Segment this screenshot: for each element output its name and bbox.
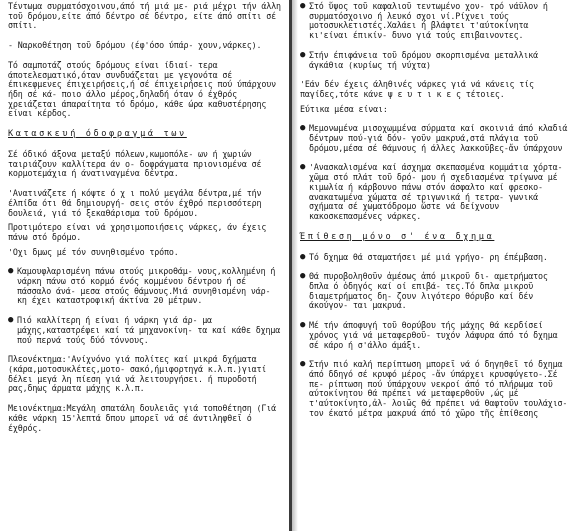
bullet-best-case-text: Στήν πιό καλή περίπτωση μπορεῖ νά ό δηγηθεῖ τό δχημα άπό δδηγό σέ κρυφό μέρος -ἄν ύπάρχει κρυσφύγετο-.Σέ πε- ρίπτωση πού ύπάρχουν νεκροί άπό τό πλήρωμα τοῦ αύτοκίνητου θά πρέπει νά μεταφερθοῦν ,ώς μέ τ'αύτοκίνητο,ἀλ- λοιῶς θά πρέπει νά θαφτοῦν τουλάχισ- τον έκατό μέτρα μακρυά άπό τό χῶρο τῆς ἐπίθεσης: [309, 359, 568, 418]
bullet-best-case: [300, 360, 572, 418]
paragraph-advantage: Πλεονέκτημα:'Ανίχνόνο γιά πολίτες καί μικρά δχήματα (κάρα,μοτοσυκλέτες,μοτο- σακό,ήμιφορτηγά κ.λ.π.)γιατί δέλει μεγά λη πίεση γιά νά λειτουργήσει. ή πυροδοτή ρας,δηως άρματα μάχης κ.λ.π.: [8, 354, 267, 394]
bullet-icon: ●: [300, 271, 306, 282]
bullet-avoid-noise-text: Μέ τήν άποφυγή τοῦ θορύβου τής μάχης θά κερδίσεί χρόνος γιά νά μεταφερθοῦ- τυχόν λάφυρα άπό τό δχημα σέ κάρο ή σ'άλλο άμάξι.: [309, 320, 558, 350]
bullet-icon: ●: [300, 49, 306, 60]
paragraph-barricades-3: Προτιμότερο είναι νά χρησιμοποιήσεις νάρκες, άν έχεις πάνω στό δρόμο.: [8, 222, 267, 242]
bullet-fake-mine-shapes-text: 'Ανασκαλισμένα καί άσχημα σκεπασμένα κομμάτια χόρτα-χῶμα στό πλάτ τοῦ δρό- μου ή σχεδιασμένα τρίγωνα μέ κιμωλία ή κάρβουνο πάνω στόν άσφαλτο καί φρεσκο- ανακατωμένα χώματα σέ τριγωνικά ή τετρα- γωνικά σχήματα σέ χωματόδρομο ὥστε νά δείχνουν κακοσκεπασμένες νάρκες.: [309, 162, 563, 221]
right-page: [300, 2, 572, 429]
bullet-icon: ●: [300, 123, 306, 134]
paragraph-mining-note: - Ναρκοθέτηση τοῦ δρόμου (έφ'όσο ύπάρ- χουν,νάρκες).: [8, 40, 262, 51]
bullet-camouflage: [8, 267, 282, 306]
heading-single-vehicle-attack: Έπίθεση μόνο σ' ένα δχημα: [300, 231, 495, 242]
bullet-icon: ●: [300, 251, 306, 262]
paragraph-sabotage: Τό σαμποτάζ στούς δρόμους είναι ίδιαί- τερα άποτελεσματικό,όταν συνδυάζεται με γεγονότα σέ έπικεφμενες έπιχειρήσεις,ή σέ έπιχειρήσεις πού ύπάρχουν ήδη σέ κά- ποιο άλλο μέρος,δηλαδή όταν ό έχθρός χρειάζεται άπαραίτητα τό δρόμο, κάθε ώρα καθυστέρησης είναι κέρδος.: [8, 59, 277, 119]
bullet-icon: ●: [8, 266, 14, 277]
bullet-icon: ●: [300, 320, 306, 331]
heading-barricades: Κατασκευή όδοφραγμά των: [8, 129, 187, 140]
bullet-stop-vehicle: [300, 253, 572, 263]
bullet-fake-mine-shapes: [300, 163, 572, 221]
bullet-wires-text: Μεμονωμένα μισοχωμμένα σύρματα καί σκοινιά άπό κλαδιά δέντρων πού-γιά δόν- γοῦν μακρυά,στά πλάγια τοῦ δρόμου,μέσα σέ θάμνους ή άλλες λακκοῦβες-ἄν ύπάρχουν: [309, 123, 568, 153]
paragraph-barricades-2: 'Ανατινάζετε ή κόψτε ό χ ι πολύ μεγάλα δέντρα,μέ τήν έλπίδα ότι θά δημιουργή- σεις στόν έχθρό περισσότερη δουλειά, γιά τό ξεκαθάρισμα τοῦ δρόμου.: [8, 188, 262, 218]
paragraph-barricades-4: 'Οχι δμως μέ τόν συνηθισμένο τρόπο.: [8, 246, 179, 257]
paragraph-fake-traps: 'Εάν δέν έχεις άληθινές νάρκες γιά νά κάνεις τίς παγίδες,τότε κάνε ψ ε υ τ ι κ ε ς τέτοιες.: [300, 79, 534, 99]
bullet-small-arms: [300, 272, 572, 311]
bullet-head-height-text: Στό ὕψος τοῦ καφαλιοῦ τεντωμένο χον- τρό νάϋλον ή συρματόσχοινο ή λευκό σχοι νί.Ρίχνει τούς μοτοσυκλετιστές.Χαλάει ή βλάφτει τ'αύτοκίνητα κι'είναι έπικίν- δυνο γιά τούς επιβαινοντες.: [309, 1, 548, 41]
paragraph-disadvantage: Μειονέκτημα:Μεγάλη σπατάλη δουλειᾶς γιά τοποθέτηση (Γιά κάθε νάρκη 15'λεπτά δπου μπορεῖ νά σέ άντιληφθεῖ ό έχθρός.: [8, 403, 277, 433]
bullet-stop-vehicle-text: Τό δχημα θά σταματήσει μέ μιά γρήγο- ρη έπέμβαση.: [309, 251, 548, 262]
bullet-better-mine: [8, 316, 282, 345]
bullet-icon: ●: [300, 1, 306, 11]
bullet-wires: [300, 124, 572, 153]
bullet-better-mine-text: Πιό καλλίτερη ή είναι ή νάρκη γιά άρ- μα μάχης,καταστρέφει καί τά μηχανοκίνη- τα καί κάθε δχημα πού περνά τούς δύό τόννους.: [17, 315, 281, 345]
bullet-small-arms-text: Θά πυροβοληθοῦν ἀμέσως ἀπό μικροῦ δι- αμετρήματος δπλα ό ὀδηγός καί οί επιβά- τες.Τό δπλα μικροῦ διαμετρήματος δη- ζουν λιγότερο θόρυβο καί δέν άκούγον- ται μακρυά.: [309, 271, 548, 311]
bullet-metal-spikes-text: Στήν έπιφάνεια τοῦ δρόμου σκορπισμένα μεταλλικά άγκάθια (κυρίως τή νύχτα): [309, 49, 539, 70]
bullet-camouflage-text: Καμουφλαρισμένη πάνω στούς μικροθάμ- νους,κολλημένη ή νάρκη πάνω στό κορμό ένός κομμένου δέντρου ή σέ πάσσαλο άνά- μεσα στούς θάμνους.Μιά συνηθισμένη νάρ- κη έχει καταστροφική άκτίνα 20 μέτρων.: [17, 266, 276, 306]
bullet-icon: ●: [300, 359, 306, 370]
page-gutter-shadow: [292, 0, 298, 531]
paragraph-intro: Τέντωμα συρματόσχοινου,άπό τή μιά με- ριά μέχρι τήν άλλη τοῦ δρόμου,είτε άπό δέντρο σέ δέντρο, είτε άπό σπίτι σέ σπίτι.: [8, 1, 281, 31]
paragraph-barricades-1: Σέ όδικό άξονα μεταξύ πόλεων,κωμοπόλε- ων ή χωριών ταιριάζουν καλλίτερα άν ο- δοφράγματα πριονισμένα σέ κορμοτεμάχια ή άνατιναγμένα δέντρα.: [8, 149, 262, 179]
bullet-avoid-noise: [300, 321, 572, 350]
bullet-metal-spikes: [300, 51, 572, 70]
bullet-icon: ●: [8, 315, 14, 326]
left-page: [8, 2, 282, 443]
paragraph-easy-means: Εύτικα μέσα είναι:: [300, 103, 388, 114]
bullet-icon: ●: [300, 162, 306, 173]
bullet-head-height: [300, 2, 572, 41]
